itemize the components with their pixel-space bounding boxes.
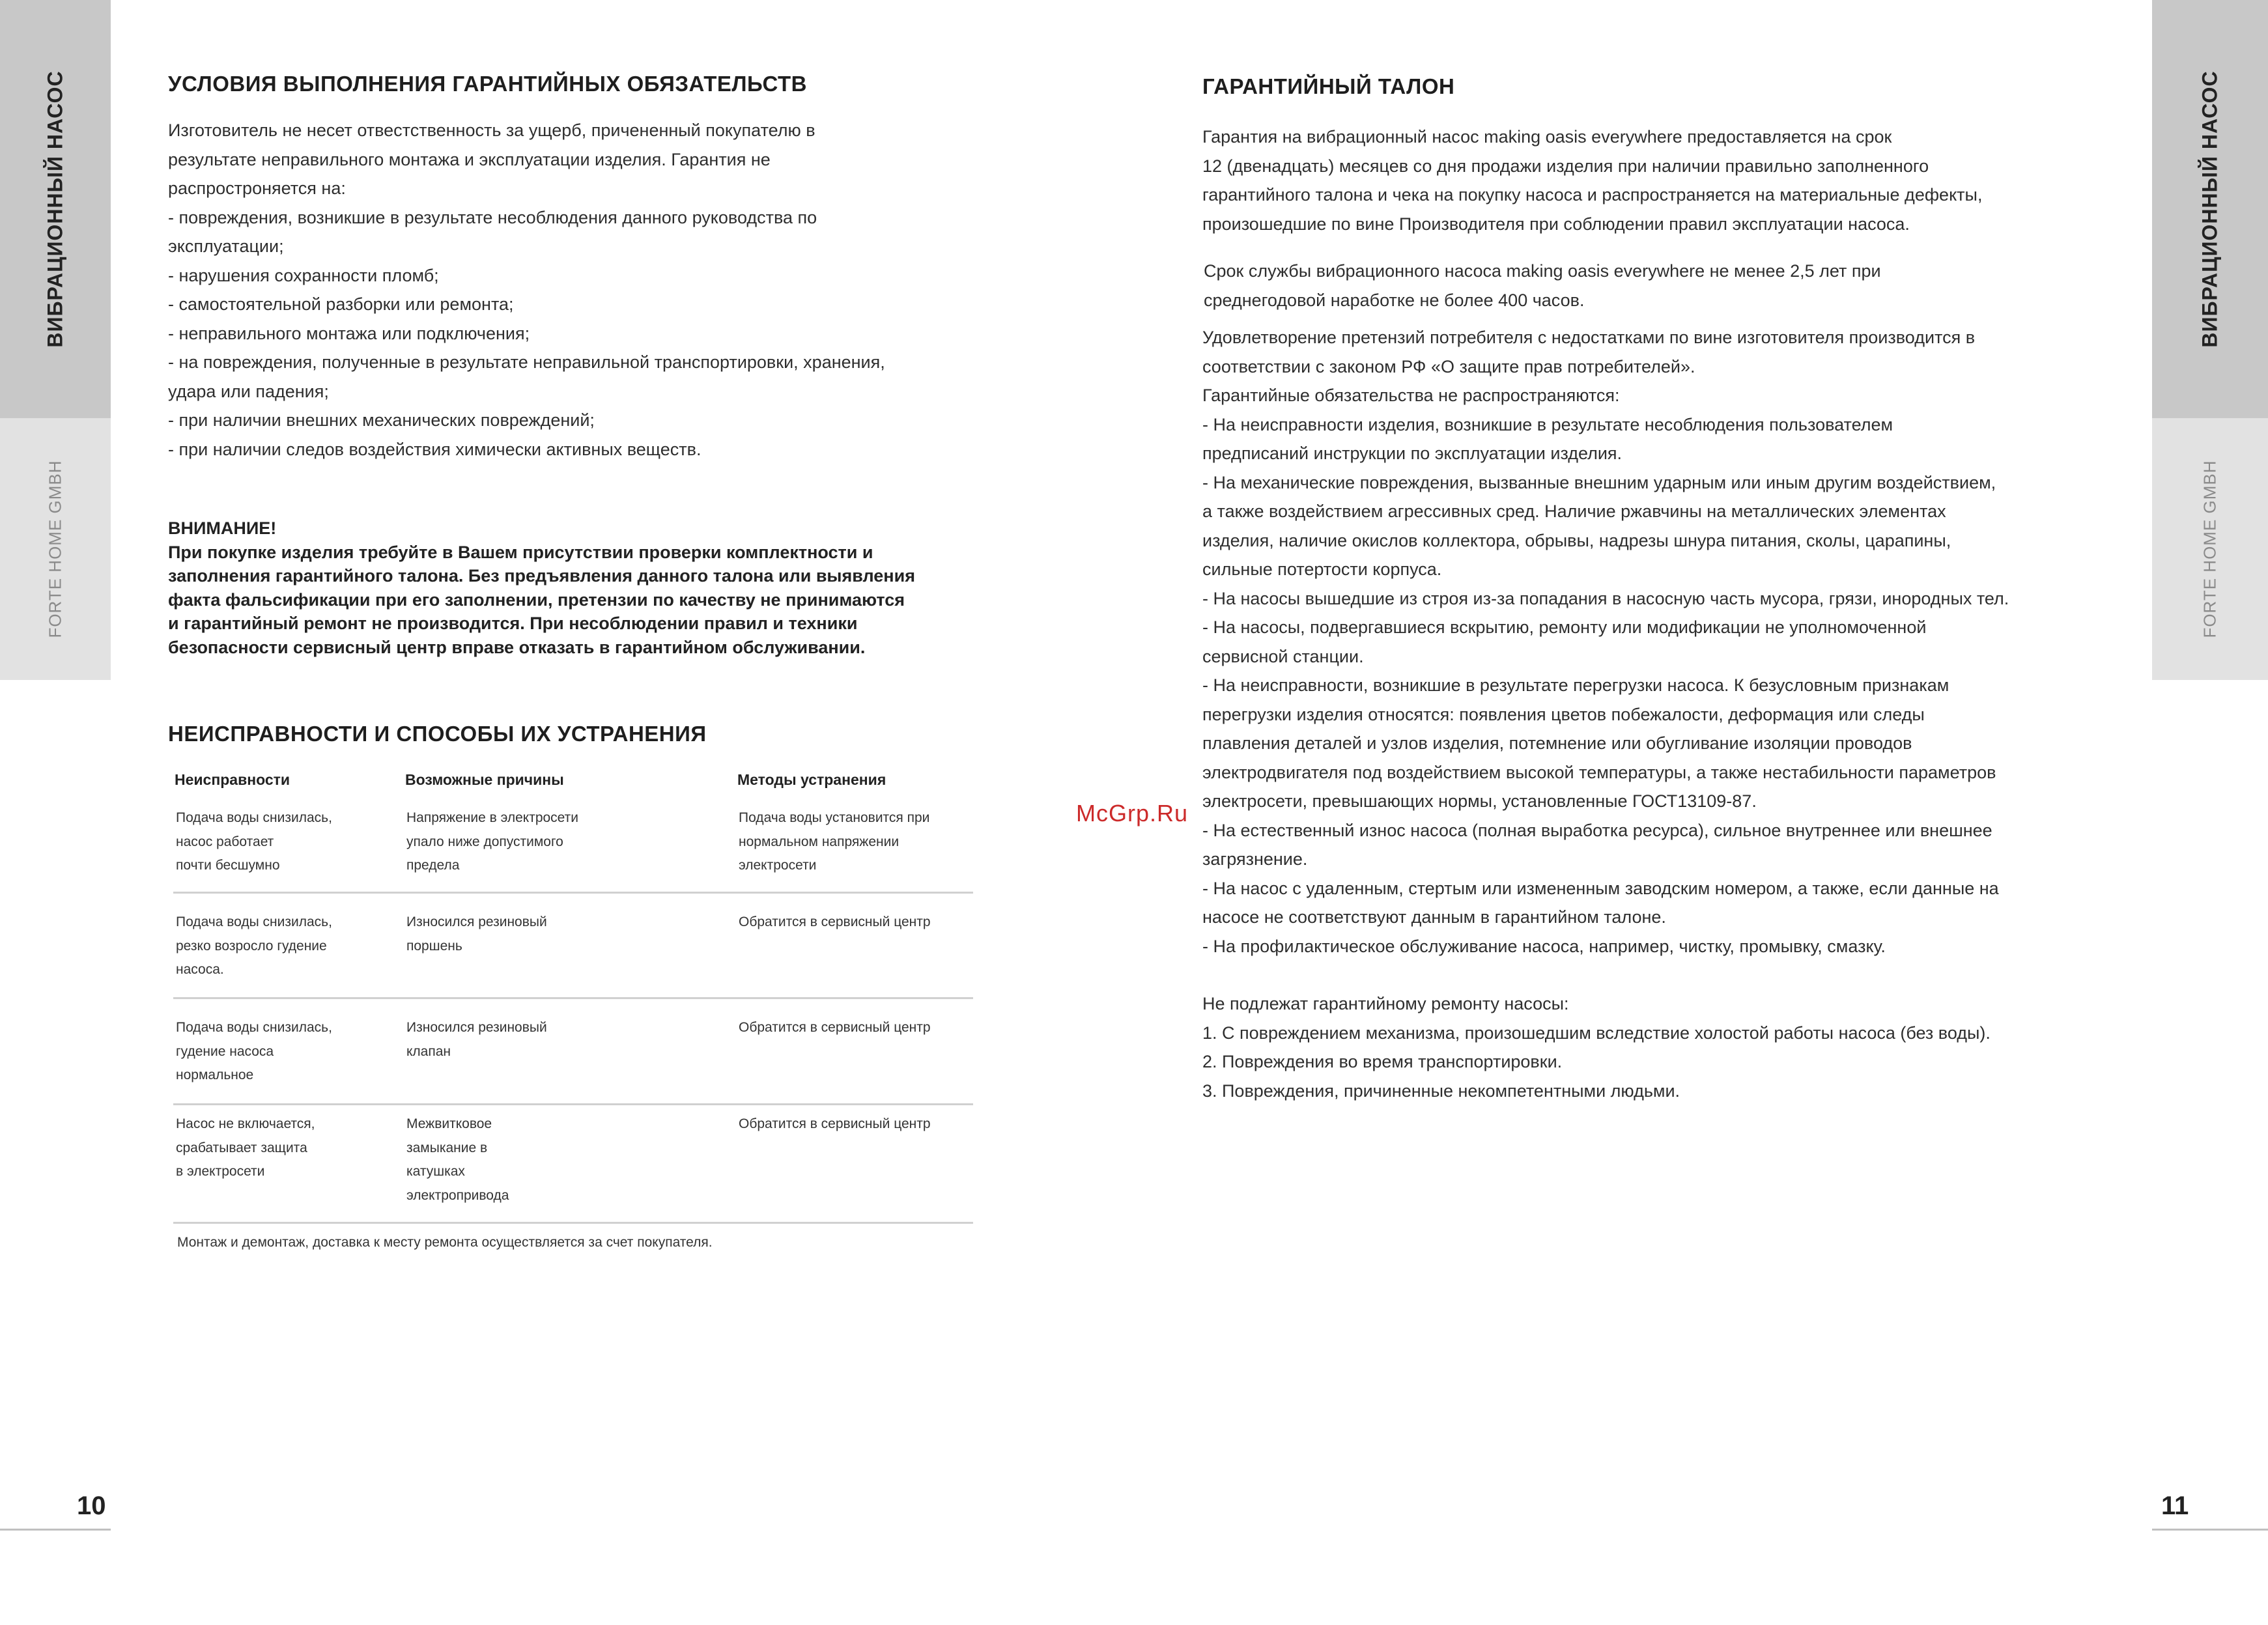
warranty-card-para1 [1202,122,2140,238]
text-line: электросети, превышающих нормы, установленные ГОСТ13109-87. [1202,791,1757,811]
text-line: 12 (двенадцать) месяцев со дня продажи изделия при наличии правильно заполненного [1202,156,1929,176]
cell-line: насоса. [176,962,224,977]
text-line: - На профилактическое обслуживание насоса, например, чистку, промывку, смазку. [1202,936,1886,956]
left-tab-title: ВИБРАЦИОННЫЙ НАСОС [43,70,67,348]
cell-line: катушках [406,1164,465,1179]
right-tab-subtitle: FORTE HOME GMBH [2200,460,2220,638]
cell-line: клапан [406,1043,451,1059]
text-line: изделия, наличие окислов коллектора, обрывы, надрезы шнура питания, сколы, царапины, [1202,530,1951,550]
text-line: 3. Повреждения, причиненные некомпетентными людьми. [1202,1081,1680,1101]
attention-line: При покупке изделия требуйте в Вашем присутствии проверки комплектности и [168,542,873,562]
text-line: - На насосы вышедшие из строя из-за попадания в насосную часть мусора, грязи, инородных тел. [1202,588,2009,608]
text-line: - На естественный износ насоса (полная выработка ресурса), сильное внутреннее или внешнее [1202,820,1992,840]
text-line: среднегодовой наработке не более 400 часов. [1204,290,1585,310]
attention-line: и гарантийный ремонт не производится. При несоблюдении правил и техники [168,614,858,633]
attention-line: факта фальсификации при его заполнении, претензии по качеству не принимаются [168,589,905,610]
table-cell-fault [176,1112,315,1184]
text-line: - при наличии внешних механических повреждений; [168,410,595,430]
text-line: сервисной станции. [1202,646,1364,666]
attention-title: ВНИМАНИЕ! [168,518,277,538]
text-line: - На насос с удаленным, стертым или измененным заводским номером, а также, если данные на [1202,878,1999,898]
text-line: электродвигателя под воздействием высокой температуры, а также нестабильности параметров [1202,762,1996,782]
table-cell-cause [406,806,578,878]
text-line: распростроняется на: [168,178,346,198]
page-number-left: 10 [77,1491,106,1520]
cell-line: Насос не включается, [176,1116,315,1131]
cell-line: предела [406,858,460,873]
cell-line: Подача воды снизилась, [176,914,332,929]
text-line: произошедшие по вине Производителя при соблюдении правил эксплуатации насоса. [1202,214,1910,234]
attention-block [168,516,915,659]
cell-line: электросети [739,858,817,873]
table-cell-cause [406,911,547,958]
warranty-conditions-section [168,72,1015,464]
text-line: Гарантия на вибрационный насос making oasis everywhere предоставляется на срок [1202,127,1892,147]
cell-line: Обратится в сервисный центр [739,1116,931,1131]
text-line: насосе не соответствуют данным в гарантийном талоне. [1202,907,1666,927]
cell-line: нормальном напряжении [739,834,900,849]
table-cell-fault [176,806,332,878]
cell-line: почти бесшумно [176,858,280,873]
spacer [1202,238,2140,257]
spacer [1202,961,2140,989]
text-line: - На насосы, подвергавшиеся вскрытию, ремонту или модификации не уполномоченной [1202,617,1927,637]
table-cell-fix [739,1112,931,1137]
cell-line: Подача воды снизилась, [176,1020,332,1035]
column-header-cause: Возможные причины [405,771,564,788]
text-line: - На неисправности изделия, возникшие в результате несоблюдения пользователем [1202,414,1893,434]
text-line: 2. Повреждения во время транспортировки. [1202,1052,1563,1071]
table-cell-fix [739,806,929,878]
warranty-conditions-text [168,116,1015,464]
watermark: McGrp.Ru [1076,800,1189,827]
row-separator [173,1222,973,1224]
text-line: а также воздействием агрессивных сред. Наличие ржавчины на металлических элементах [1202,502,1946,521]
warranty-card-para4 [1202,989,2140,1105]
text-line: Срок службы вибрационного насоса making oasis everywhere не менее 2,5 лет при [1204,261,1881,281]
warranty-conditions-heading: УСЛОВИЯ ВЫПОЛНЕНИЯ ГАРАНТИЙНЫХ ОБЯЗАТЕЛЬСТВ [168,72,807,96]
text-line: Гарантийные обязательства не распространяются: [1202,386,1620,405]
text-line: - самостоятельной разборки или ремонта; [168,294,514,314]
right-tab-title-block [2152,0,2268,418]
row-separator [173,1103,973,1105]
text-line: загрязнение. [1202,849,1308,869]
cell-line: срабатывает защита [176,1140,307,1155]
cell-line: Обратится в сервисный центр [739,1020,931,1035]
cell-line: поршень [406,938,462,954]
text-line: предписаний инструкции по эксплуатации изделия. [1202,444,1623,463]
text-line: Удовлетворение претензий потребителя с недостатками по вине изготовителя производится в [1202,328,1976,347]
warranty-card-para2 [1204,257,2140,315]
cell-line: замыкание в [406,1140,488,1155]
cell-line: в электросети [176,1164,265,1179]
attention-line: безопасности сервисный центр вправе отказать в гарантийном обслуживании. [168,637,866,657]
cell-line: Подача воды снизилась, [176,810,332,825]
page-rule-right [2152,1529,2268,1531]
cell-line: гудение насоса [176,1043,274,1059]
troubleshooting-section [168,722,976,746]
warranty-card-para3 [1202,323,2140,961]
table-cell-cause [406,1112,509,1208]
text-line: эксплуатации; [168,236,284,256]
table-footnote: Монтаж и демонтаж, доставка к месту ремонта осуществляется за счет покупателя. [177,1235,713,1250]
column-header-fix: Методы устранения [737,771,886,788]
right-tab-title: ВИБРАЦИОННЫЙ НАСОС [2198,70,2222,348]
warranty-card-heading: ГАРАНТИЙНЫЙ ТАЛОН [1202,74,1455,98]
cell-line: резко возросло гудение [176,938,327,954]
text-line: - на повреждения, полученные в результате неправильной транспортировки, хранения, [168,352,885,372]
troubleshooting-heading: НЕИСПРАВНОСТИ И СПОСОБЫ ИХ УСТРАНЕНИЯ [168,722,707,746]
text-line: - На неисправности, возникшие в результате перегрузки насоса. К безусловным признакам [1202,675,1949,695]
text-line: сильные потертости корпуса. [1202,559,1442,579]
text-line: соответствии с законом РФ «О защите прав потребителей». [1202,356,1695,376]
warranty-card-section [1202,74,2140,1105]
spacer [1202,315,2140,323]
text-line: Изготовитель не несет отвестственность за ущерб, причененный покупателю в [168,120,815,140]
text-line: перегрузки изделия относятся: появления цветов побежалости, деформация или следы [1202,704,1925,724]
cell-line: Износился резиновый [406,914,547,929]
text-line: - неправильного монтажа или подключения; [168,323,530,343]
cell-line: Износился резиновый [406,1020,547,1035]
cell-line: электропривода [406,1187,509,1203]
left-tab-subtitle-block [0,418,111,680]
attention-line: заполнения гарантийного талона. Без предъявления данного талона или выявления [168,566,915,586]
table-cell-fault [176,911,332,982]
cell-line: Напряжение в электросети [406,810,579,825]
troubleshooting-table [173,769,973,1224]
cell-line: Обратится в сервисный центр [739,914,931,929]
left-tab-subtitle: FORTE HOME GMBH [45,460,65,638]
cell-line: Подача воды установится при [739,810,930,825]
text-line: результате неправильного монтажа и эксплуатации изделия. Гарантия не [168,149,771,169]
text-line: Не подлежат гарантийному ремонту насосы: [1202,994,1569,1013]
text-line: - при наличии следов воздействия химически активных веществ. [168,439,702,459]
page-rule-left [0,1529,111,1531]
text-line: гарантийного талона и чека на покупку насоса и распространяется на материальные дефекты, [1202,185,1983,205]
text-line: 1. С повреждением механизма, произошедшим вследствие холостой работы насоса (без воды). [1202,1023,1991,1043]
text-line: - На механические повреждения, вызванные внешним ударным или иным другим воздействием, [1202,472,1996,492]
text-line: - нарушения сохранности пломб; [168,265,439,285]
cell-line: Межвитковое [406,1116,492,1131]
cell-line: упало ниже допустимого [406,834,563,849]
table-cell-fix [739,911,931,935]
table-cell-fault [176,1016,332,1088]
row-separator [173,997,973,999]
text-line: удара или падения; [168,381,329,401]
right-tab-subtitle-block [2152,418,2268,680]
row-separator [173,892,973,894]
table-cell-fix [739,1016,931,1040]
column-header-fault: Неисправности [175,771,291,788]
text-line: - повреждения, возникшие в результате несоблюдения данного руководства по [168,207,817,227]
table-cell-cause [406,1016,547,1064]
left-tab-title-block [0,0,111,418]
cell-line: насос работает [176,834,274,849]
cell-line: нормальное [176,1067,254,1082]
page-number-right: 11 [2161,1491,2189,1520]
text-line: плавления деталей и узлов изделия, потемнение или обугливание изоляции проводов [1202,733,1912,753]
